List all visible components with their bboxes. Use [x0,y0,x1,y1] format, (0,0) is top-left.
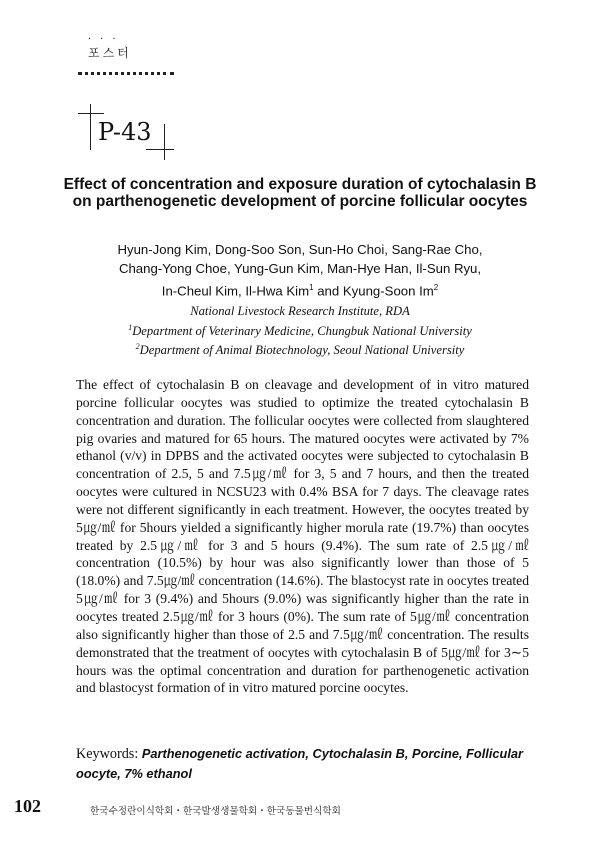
author-line-1: Hyun-Jong Kim, Dong-Soo Son, Sun-Ho Choi, Sang-Rae Cho, [117,242,483,257]
author-line-3: In-Cheul Kim, Il-Hwa Kim$^1$ and Kyung-Soon Im$^2$ [161,283,439,299]
affiliation-0: National Livestock Research Institute, RDA [190,304,410,318]
section-label: ··· 포스터 [88,34,132,60]
affiliation-2: $^2$Department of Animal Biotechnology, Seoul National University [135,342,465,358]
keywords-label: Keywords: [76,746,139,762]
crop-mark-right-vertical [164,124,165,160]
author-list [90,240,510,300]
affiliation-1: $^1$Department of Veterinary Medicine, Chungbuk National University [128,322,472,338]
crop-mark-left-horizontal [78,113,104,114]
crop-mark-right-horizontal [146,149,174,150]
crop-mark-left-vertical [90,104,91,150]
section-label-text: 포스터 [88,46,132,60]
keywords-list: Parthenogenetic activation, Cytochalasin B, Porcine, Follicular oocyte, 7% ethanol [76,746,523,781]
abstract-body: The effect of cytochalasin B on cleavage and development of in vitro matured porcine follicular oocytes was studied to optimize the treated cytochalasin B concentration and duration. The follicular oocytes were collected from slaughtered pig ovaries and matured for 65 hours. The matured oocytes were activated by 7% ethanol (v/v) in DPBS and the activated oocytes were subjected to cytochalasin B concentration of 2.5, 5 and 7.5㎍/㎖ for 3, 5 and 7 hours, and then the treated oocytes were cultured in NCSU23 with 0.4% BSA for 7 days. The cleavage rates were not different significantly in each treatment. However, the oocytes treated by 5㎍/㎖ for 5hours yielded a significantly higher morula rate (19.7%) than oocytes treated by 2.5㎍/㎖ for 3 and 5 hours (9.4%). The sum rate of 2.5㎍/㎖ concentration (10.5%) by hour was also significantly lower than those of 5 (18.0%) and 7.5㎍/㎖ concentration (14.6%). The blastocyst rate in oocytes treated 5㎍/㎖ for 3 (9.4%) and 5hours (9.0%) was significantly higher than the rate in oocytes treated 2.5㎍/㎖ for 3 hours (0%). The sum rate of 5㎍/㎖ concentration also significantly higher than those of 2.5 and 7.5㎍/㎖ concentration. The results demonstrated that the treatment of oocytes with cytochalasin B of 5㎍/㎖ for 3∼5 hours was the optimal concentration and duration for parthenogenetic activation and blastocyst formation of in vitro matured porcine oocytes. [76,377,529,696]
poster-code: P-43 [98,118,152,146]
paper-title: Effect of concentration and exposure duration of cytochalasin B on parthenogenetic development of porcine follicular oocytes [63,176,537,210]
journal-footer: 한국수정란이식학회・한국발생생물학회・한국동물번식학회 [90,806,341,817]
page-number: 102 [14,796,41,816]
keywords [76,744,529,784]
dotted-rule [78,72,174,75]
author-line-2: Chang-Yong Choe, Yung-Gun Kim, Man-Hye Han, Il-Sun Ryu, [118,261,482,276]
affiliation-list [60,303,540,359]
